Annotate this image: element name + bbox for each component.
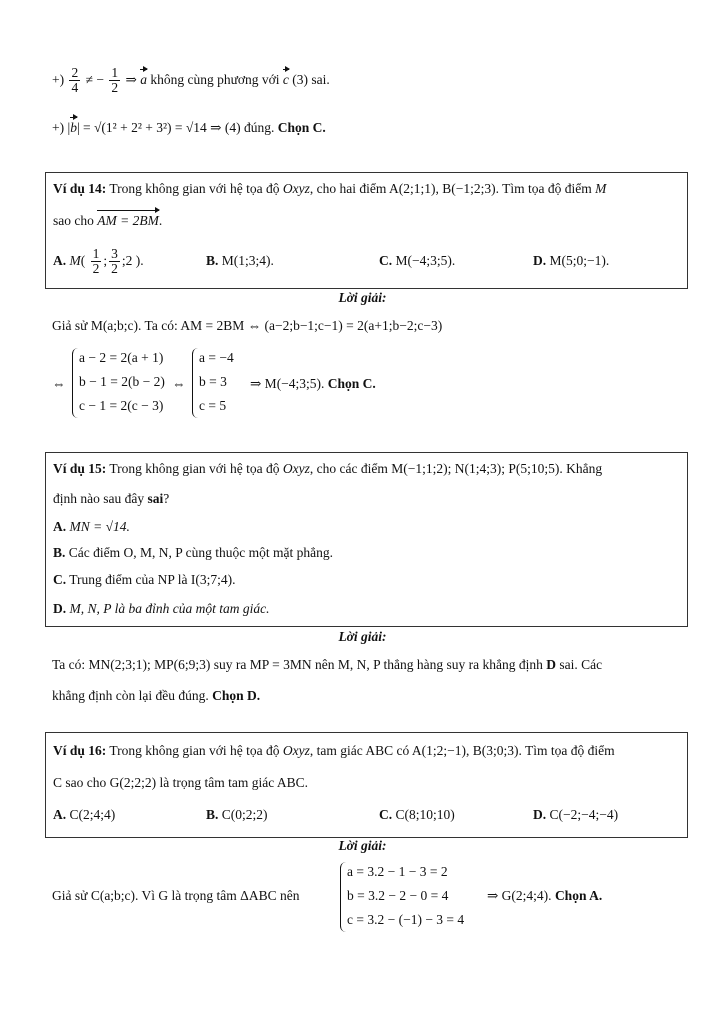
text: D bbox=[546, 657, 557, 672]
text: khẳng định còn lại đều đúng. bbox=[52, 688, 213, 703]
text: ⇒ G(2;4;4). bbox=[487, 888, 552, 903]
ex16-option-c bbox=[379, 807, 455, 823]
math-text: ≠ − bbox=[85, 71, 105, 87]
equation: a = 3.2 − 1 − 3 = 2 bbox=[347, 864, 448, 879]
text: định nào sau đây bbox=[53, 491, 148, 506]
example-label: Ví dụ 14: bbox=[53, 181, 107, 196]
text: Ta có: MN(2;3;1); MP(6;9;3) suy ra MP = 3MN nên M, N, P thẳng hàng suy ra khẳng định bbox=[52, 657, 547, 672]
solution-heading: Lời giải: bbox=[338, 838, 387, 853]
fraction: $\frac{1}{2}$ bbox=[111, 65, 119, 96]
ex14-option-d bbox=[533, 253, 609, 269]
iff-symbol: ⇔ bbox=[52, 376, 66, 391]
equation: b = 3.2 − 2 − 0 = 4 bbox=[347, 888, 449, 903]
ex15-option-b bbox=[53, 545, 333, 561]
example-15-box bbox=[45, 452, 688, 627]
option-label: B. bbox=[53, 545, 66, 560]
text: . bbox=[158, 213, 163, 228]
option-label: C. bbox=[53, 572, 67, 587]
text: C(8;10;10) bbox=[395, 807, 455, 822]
fraction: $\frac{1}{2}$ bbox=[92, 246, 100, 277]
text: , tam giác ABC có A(1;2;−1), B(3;0;3). Tìm tọa độ điểm bbox=[309, 743, 615, 758]
sol14-line-1: Giả sử M(a;b;c). Ta có: AM = 2BM ⇔ (a−2;b−1;c−1) = 2(a+1;b−2;c−3) bbox=[52, 318, 443, 333]
text: ;2 ). bbox=[121, 252, 144, 268]
equation: b − 1 = 2(b − 2) bbox=[79, 374, 165, 389]
top-line-2 bbox=[52, 120, 326, 136]
answer-choice: Chọn C. bbox=[277, 120, 326, 135]
sol14-system-2 bbox=[192, 348, 243, 418]
ex16-option-d bbox=[533, 807, 618, 823]
equation: a − 2 = 2(a + 1) bbox=[79, 350, 164, 365]
iff-symbol: ⇔ bbox=[172, 376, 186, 391]
text: Oxyz bbox=[282, 743, 310, 758]
sol16-line-1: Giả sử C(a;b;c). Vì G là trọng tâm ΔABC nên bbox=[52, 888, 300, 903]
text: ? bbox=[163, 491, 170, 506]
example-16-box bbox=[45, 732, 688, 838]
sol15-line-2 bbox=[52, 688, 260, 704]
ex16-option-b bbox=[206, 807, 268, 823]
equation: c − 1 = 2(c − 3) bbox=[79, 398, 164, 413]
math-text: AM = 2BM bbox=[97, 213, 159, 228]
text: sai. Các bbox=[556, 657, 603, 672]
option-label: A. bbox=[53, 807, 67, 822]
text: M(−4;3;5). bbox=[395, 253, 456, 268]
text: C(0;2;2) bbox=[221, 807, 268, 822]
sol14-result bbox=[250, 376, 376, 392]
text: , cho hai điểm A(2;1;1), B(−1;2;3). Tìm tọa độ điểm bbox=[309, 181, 596, 196]
option-label: C. bbox=[379, 807, 393, 822]
text: MN = √14. bbox=[66, 519, 130, 534]
top-line-1 bbox=[52, 66, 330, 95]
fraction: $\frac{3}{2}$ bbox=[111, 246, 118, 277]
text: , cho các điểm M(−1;1;2); N(1;4;3); P(5;10;5). Khẳng bbox=[309, 461, 603, 476]
vector-c: c bbox=[282, 71, 289, 87]
ex14-line-1 bbox=[53, 181, 606, 197]
text: M bbox=[595, 181, 607, 196]
ex14-option-b bbox=[206, 253, 274, 269]
ex16-line-2: C sao cho G(2;2;2) là trọng tâm tam giác ABC. bbox=[53, 775, 308, 790]
ex16-option-a bbox=[53, 807, 115, 823]
ex14-option-a: A. M( $\frac{1}{2}$ ; $\frac{3}{2}$ ;2 ). bbox=[53, 246, 144, 277]
ex15-option-a bbox=[53, 519, 130, 535]
sol16-system bbox=[340, 862, 476, 932]
math-text: ⇒ bbox=[125, 71, 137, 87]
text: M(1;3;4). bbox=[221, 253, 274, 268]
ex15-line-2 bbox=[53, 491, 169, 507]
equation: a = −4 bbox=[199, 350, 234, 365]
sol15-line-1 bbox=[52, 657, 602, 673]
ex14-option-c bbox=[379, 253, 455, 269]
fraction: $\frac{2}{4}$ bbox=[71, 65, 79, 96]
text: ⇒ M(−4;3;5). bbox=[250, 376, 325, 391]
sol16-result bbox=[487, 888, 602, 904]
answer-choice: Chọn C. bbox=[327, 376, 376, 391]
example-label: Ví dụ 16: bbox=[53, 743, 107, 758]
option-label: B. bbox=[206, 807, 219, 822]
text: Oxyz bbox=[282, 461, 310, 476]
sol14-system-1 bbox=[72, 348, 183, 418]
text: Trong không gian với hệ tọa độ bbox=[106, 461, 283, 476]
text: (3) sai. bbox=[288, 71, 330, 87]
ex15-option-d bbox=[53, 601, 270, 617]
solution-heading: Lời giải: bbox=[338, 629, 387, 644]
text: không cùng phương với bbox=[146, 71, 283, 87]
equation: c = 5 bbox=[199, 398, 227, 413]
ex16-line-1 bbox=[53, 743, 615, 759]
ex14-line-2 bbox=[53, 213, 162, 229]
ex15-option-c bbox=[53, 572, 236, 588]
ex15-line-1 bbox=[53, 461, 602, 477]
option-label: A. bbox=[53, 519, 67, 534]
bullet: +) bbox=[52, 71, 65, 87]
example-14-box bbox=[45, 172, 688, 289]
answer-choice: Chọn D. bbox=[212, 688, 261, 703]
text: sai bbox=[147, 491, 164, 506]
abs-vector-b: |b| bbox=[67, 120, 80, 135]
math-text: = √(1² + 2² + 3²) = √14 ⇒ (4) đúng. bbox=[83, 120, 275, 135]
text: Các điểm O, M, N, P cùng thuộc một mặt phẳng. bbox=[65, 545, 333, 560]
option-label: D. bbox=[533, 253, 547, 268]
text: C(2;4;4) bbox=[69, 807, 116, 822]
text: M(5;0;−1). bbox=[549, 253, 610, 268]
option-label: D. bbox=[53, 601, 67, 616]
bullet: +) bbox=[52, 120, 65, 135]
example-label: Ví dụ 15: bbox=[53, 461, 107, 476]
solution-heading: Lời giải: bbox=[338, 290, 387, 305]
option-label: C. bbox=[379, 253, 393, 268]
equation: b = 3 bbox=[199, 374, 227, 389]
vector-a: a bbox=[140, 71, 147, 87]
option-label: D. bbox=[533, 807, 547, 822]
text: Trong không gian với hệ tọa độ bbox=[106, 743, 283, 758]
option-label: B. bbox=[206, 253, 219, 268]
text: M bbox=[69, 252, 81, 268]
text: C(−2;−4;−4) bbox=[549, 807, 619, 822]
answer-choice: Chọn A. bbox=[554, 888, 603, 903]
text: M, N, P là ba đỉnh của một tam giác. bbox=[66, 601, 270, 616]
equation: c = 3.2 − (−1) − 3 = 4 bbox=[347, 912, 465, 927]
text: Trong không gian với hệ tọa độ bbox=[106, 181, 283, 196]
text: Trung điểm của NP là I(3;7;4). bbox=[66, 572, 236, 587]
text: Oxyz bbox=[282, 181, 310, 196]
text: sao cho bbox=[53, 213, 98, 228]
option-label: A. bbox=[53, 252, 67, 268]
